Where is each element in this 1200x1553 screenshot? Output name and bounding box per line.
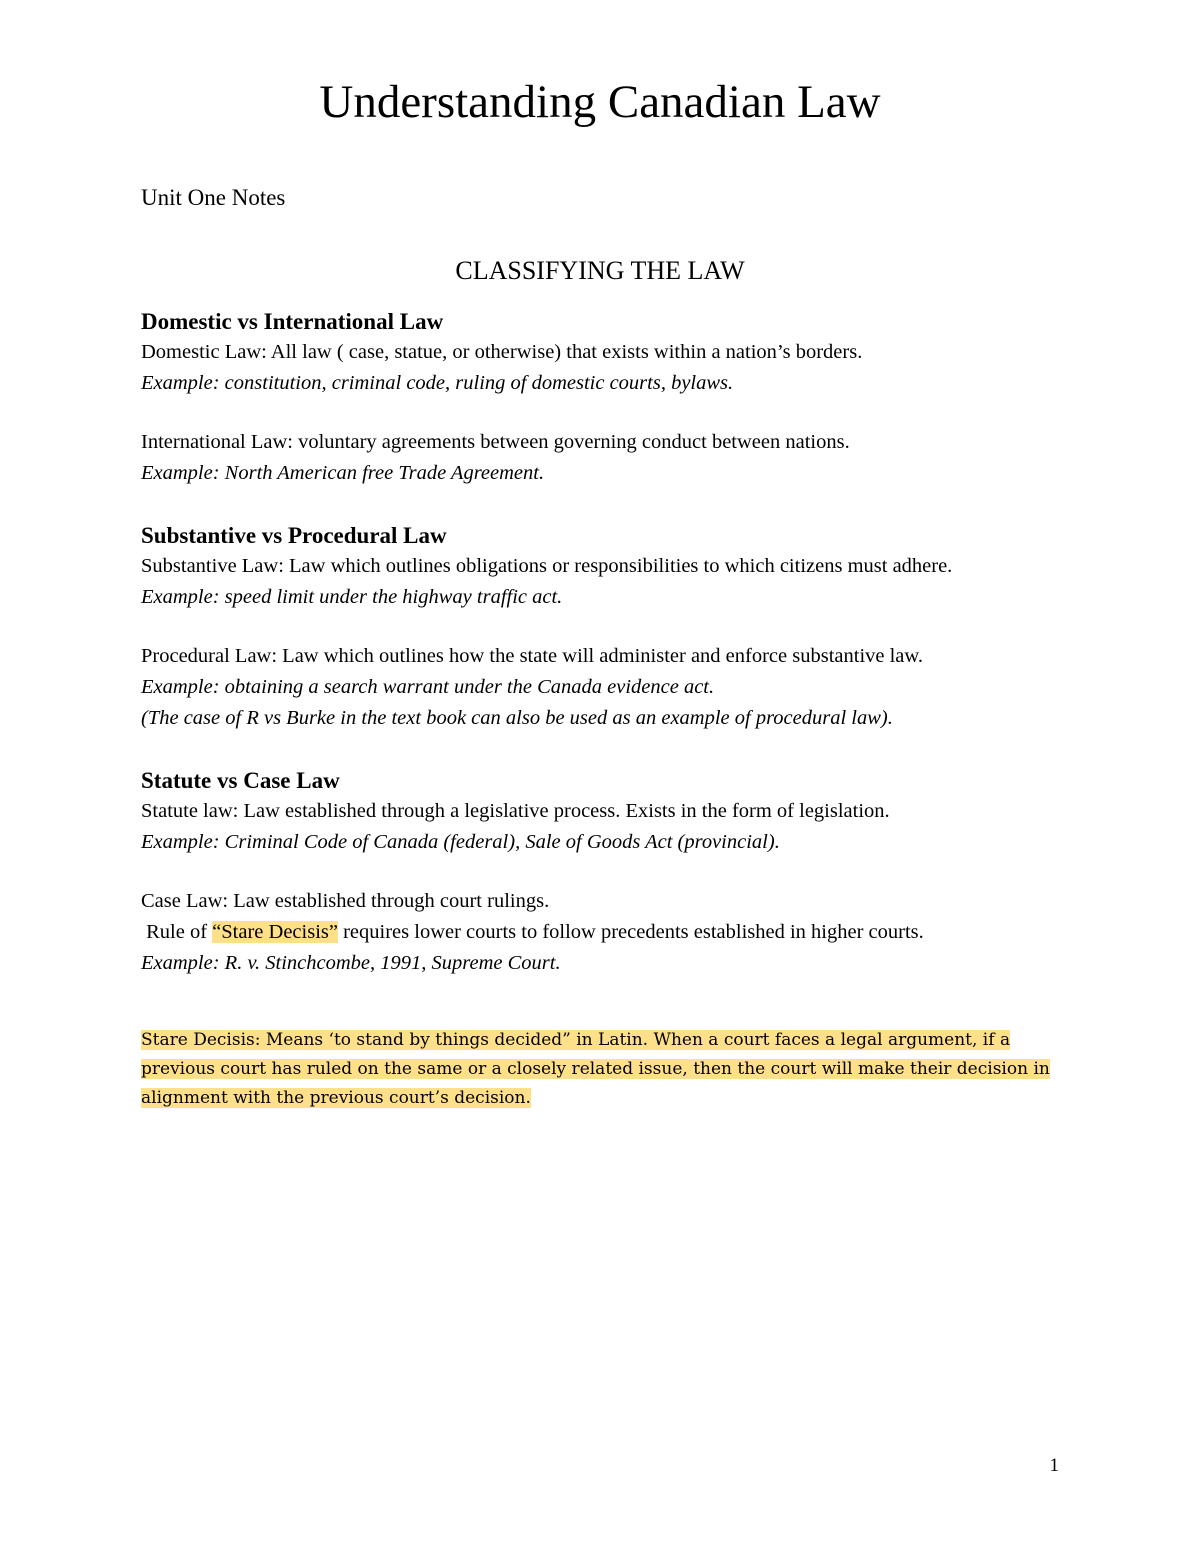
group-heading: Statute vs Case Law	[141, 768, 340, 793]
definition-text: Statute law: Law established through a legislative process. Exists in the form of legislation.	[141, 800, 890, 822]
example-text: Example: constitution, criminal code, ruling of domestic courts, bylaws.	[141, 372, 734, 394]
example-text: Example: obtaining a search warrant under the Canada evidence act.	[141, 676, 715, 698]
entry-statute	[141, 796, 1081, 858]
definition-text: International Law: voluntary agreements between governing conduct between nations.	[141, 431, 850, 453]
example-text: Example: speed limit under the highway traffic act.	[141, 586, 563, 608]
definition-text: Case Law: Law established through court rulings.	[141, 890, 550, 912]
definition-text: Substantive Law: Law which outlines obligations or responsibilities to which citizens must adhere.	[141, 555, 953, 577]
example-text: Example: North American free Trade Agreement.	[141, 462, 545, 484]
entry-case-law	[141, 886, 1081, 979]
entry-international	[141, 427, 1081, 489]
entry-substantive	[141, 551, 1081, 613]
group-heading: Domestic vs International Law	[141, 309, 444, 334]
note-line: previous court has ruled on the same or a closely related issue, then the court will make their decision in	[141, 1059, 1050, 1079]
section-heading: CLASSIFYING THE LAW	[455, 256, 745, 285]
extra-example-text: (The case of R vs Burke in the text book can also be used as an example of procedural law).	[141, 707, 893, 729]
group-heading: Substantive vs Procedural Law	[141, 523, 447, 548]
rule-text	[141, 917, 1081, 948]
rule-suffix: requires lower courts to follow precedents established in higher courts.	[337, 921, 924, 943]
definition-text: Procedural Law: Law which outlines how the state will administer and enforce substantive law.	[141, 645, 924, 667]
notes-content	[141, 306, 1081, 979]
note-line: alignment with the previous court’s decision.	[141, 1088, 531, 1108]
group-substantive-procedural	[141, 520, 1081, 734]
page-number: 1	[1049, 1455, 1059, 1476]
entry-domestic	[141, 337, 1081, 399]
stare-decisis-note	[141, 1026, 1061, 1113]
stare-decisis-highlight: “Stare Decisis”	[212, 921, 338, 943]
example-text: Example: R. v. Stinchcombe, 1991, Supreme Court.	[141, 952, 561, 974]
rule-prefix: Rule of	[141, 921, 213, 943]
definition-text: Domestic Law: All law ( case, statue, or otherwise) that exists within a nation’s borders.	[141, 341, 863, 363]
group-statute-case	[141, 765, 1081, 979]
example-text: Example: Criminal Code of Canada (federal), Sale of Goods Act (provincial).	[141, 831, 780, 853]
note-line: Stare Decisis: Means ‘to stand by things decided” in Latin. When a court faces a legal argument, if a	[141, 1030, 1011, 1050]
unit-label: Unit One Notes	[141, 185, 286, 210]
entry-procedural	[141, 641, 1081, 734]
document-title: Understanding Canadian Law	[319, 76, 881, 128]
group-domestic-international	[141, 306, 1081, 489]
